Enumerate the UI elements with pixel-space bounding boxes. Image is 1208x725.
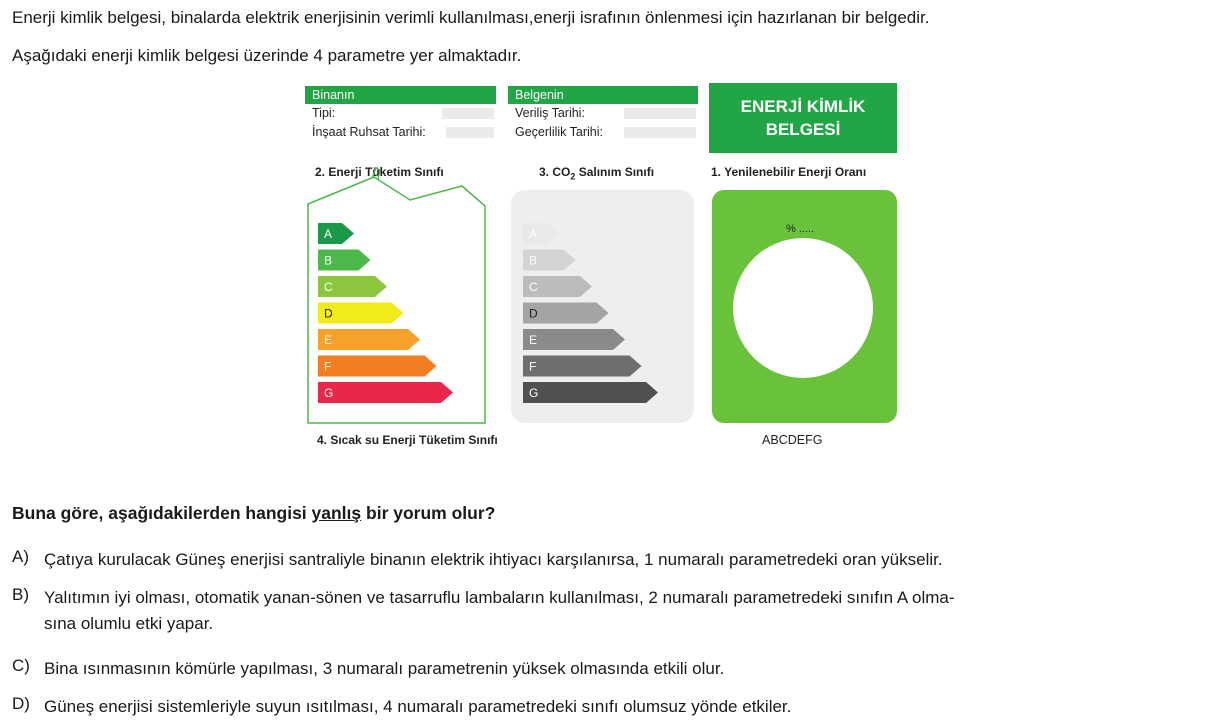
energy-arrow-f (318, 356, 437, 377)
building-type-label: Tipi: (312, 106, 336, 120)
co2-arrow-label-d: D (529, 306, 538, 321)
question-pre: Buna göre, aşağıdakilerden hangisi (12, 503, 312, 523)
option-d[interactable] (12, 694, 792, 716)
co2-arrow-label-g: G (529, 386, 539, 400)
energy-arrow-label-c: C (324, 280, 333, 294)
option-b-text (44, 585, 1204, 637)
option-b-letter: B) (12, 585, 29, 604)
document-header: Belgenin (508, 86, 698, 104)
renewable-circle (733, 238, 873, 378)
option-b[interactable] (12, 585, 955, 633)
co2-arrow-g (523, 382, 658, 403)
energy-arrow-label-e: E (324, 333, 333, 347)
option-b-text-line-2: sına olumlu etki yapar. (44, 614, 214, 633)
building-header: Binanın (305, 86, 496, 104)
energy-arrow-label-f: F (324, 359, 332, 374)
co2-arrow-e (523, 329, 625, 350)
energy-arrow-label-g: G (324, 386, 334, 400)
question (12, 503, 495, 524)
section-3-subscript: 2 (570, 171, 576, 182)
issue-date-label: Veriliş Tarihi: (515, 106, 585, 120)
section-2-label: 2. Enerji Tüketim Sınıfı (315, 165, 444, 179)
validity-date-label: Geçerlilik Tarihi: (515, 125, 603, 139)
energy-arrow-label-a: A (324, 227, 333, 241)
building-permit-label: İnşaat Ruhsat Tarihi: (312, 125, 426, 139)
co2-arrow-f (523, 356, 642, 377)
option-d-letter: D) (12, 694, 30, 713)
classes-label: ABCDEFG (762, 433, 823, 447)
option-b-text-line-1: Yalıtımın iyi olması, otomatik yanan-sönen ve tasarruflu lambaların kullanılması, 2 numaralı parametredeki sınıfın A olma- (44, 588, 955, 607)
question-post: bir yorum olur? (361, 503, 496, 523)
section-4-label: 4. Sıcak su Enerji Tüketim Sınıfı (317, 433, 498, 447)
co2-arrow-label-e: E (529, 333, 538, 347)
option-d-text: Güneş enerjisi sistemleriyle suyun ısıtılması, 4 numaralı parametredeki sınıfı olumsuz yönde etkiler. (44, 697, 792, 716)
option-a[interactable] (12, 547, 943, 569)
option-a-text: Çatıya kurulacak Güneş enerjisi santraliyle binanın elektrik ihtiyacı karşılanırsa, 1 numaralı parametredeki oran yükselir. (44, 550, 943, 569)
section-1-label: 1. Yenilenebilir Enerji Oranı (711, 165, 867, 179)
co2-arrow-label-a: A (529, 227, 538, 241)
energy-class-arrows (318, 223, 453, 403)
certificate-title-line-2: BELGESİ (765, 120, 841, 139)
co2-arrow-label-b: B (529, 253, 538, 268)
certificate-title-line-1: ENERJİ KİMLİK (740, 97, 866, 116)
energy-arrow-label-d: D (324, 306, 333, 321)
option-c-text: Bina ısınmasının kömürle yapılması, 3 numaralı parametrenin yüksek olmasında etkili olur. (44, 659, 725, 678)
section-3-suffix: Salınım Sınıfı (575, 165, 655, 179)
question-underlined: yanlış (311, 503, 362, 523)
energy-arrow-g (318, 382, 453, 403)
energy-arrow-e (318, 329, 420, 350)
co2-arrow-label-c: C (529, 280, 538, 294)
section-3-prefix: 3. CO (539, 165, 571, 179)
energy-arrow-label-b: B (324, 253, 333, 268)
option-a-letter: A) (12, 547, 29, 566)
option-c-letter: C) (12, 656, 30, 675)
option-c[interactable] (12, 656, 725, 678)
intro-line-2: Aşağıdaki enerji kimlik belgesi üzerinde 4 parametre yer almaktadır. (12, 46, 522, 65)
co2-arrow-label-f: F (529, 359, 537, 374)
intro-line-1: Enerji kimlik belgesi, binalarda elektrik enerjisinin verimli kullanılması,enerji israfının önlenmesi için hazırlanan bir belgedir. (12, 8, 930, 27)
percent-label: % ..... (786, 223, 815, 235)
